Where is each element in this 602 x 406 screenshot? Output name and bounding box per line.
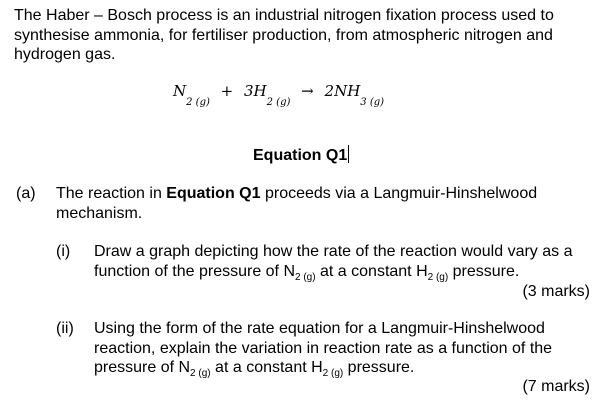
intro-paragraph: The Haber – Bosch process is an industrial nitrogen fixation process used to synthesise ammonia, for fertiliser production, from atmospheric nitrogen and hydrogen gas. — [14, 7, 554, 63]
equation-caption-text: Equation Q1 — [253, 147, 348, 164]
hydrogen-symbol: 3H — [244, 82, 267, 100]
part-a-label: (a) — [16, 185, 36, 202]
part-a-text — [56, 184, 596, 223]
part-i-label: (i) — [56, 243, 71, 260]
part-i-text-1: Draw a graph depicting how the rate of the reaction would vary as a function of the pressure of N — [94, 243, 573, 280]
part-ii-text-2: at a constant H — [210, 359, 323, 376]
text-cursor — [348, 145, 349, 163]
part-a-equation-ref: Equation Q1 — [166, 185, 261, 202]
part-ii-sub-2: 2 (g) — [322, 368, 344, 379]
part-i-sub-2: 2 (g) — [427, 271, 449, 283]
equation-caption[interactable] — [253, 145, 349, 166]
reaction-arrow: → — [301, 82, 314, 100]
part-a-text-before: The reaction in — [56, 185, 167, 202]
part-ii-text — [94, 319, 594, 380]
part-i-marks: (3 marks) — [522, 283, 590, 300]
part-i-sub-1: 2 (g) — [295, 271, 316, 283]
part-i-text-3: pressure. — [448, 262, 520, 280]
nitrogen-subscript: 2 (g) — [186, 97, 210, 108]
nitrogen-symbol: N — [173, 82, 187, 100]
part-ii-text-1: Using the form of the rate equation for a Langmuir-Hinshelwood reaction, explain the variation in reaction rate as a function of the pressure of N — [94, 320, 553, 376]
part-ii-label: (ii) — [56, 320, 74, 337]
part-i-text-2: at a constant H — [315, 262, 428, 280]
plus-sign: + — [220, 82, 234, 100]
part-ii-text-3: pressure. — [343, 359, 415, 376]
part-a-text-after: proceeds via a Langmuir-Hinshelwood mechanism. — [56, 185, 538, 222]
part-ii-sub-1: 2 (g) — [190, 368, 211, 379]
part-ii-marks: (7 marks) — [522, 378, 590, 395]
ammonia-symbol: 2NH — [324, 82, 361, 100]
hydrogen-subscript: 2 (g) — [266, 97, 291, 108]
ammonia-subscript: 3 (g) — [360, 97, 385, 108]
part-i-text — [94, 242, 594, 283]
chemical-equation — [173, 82, 385, 108]
